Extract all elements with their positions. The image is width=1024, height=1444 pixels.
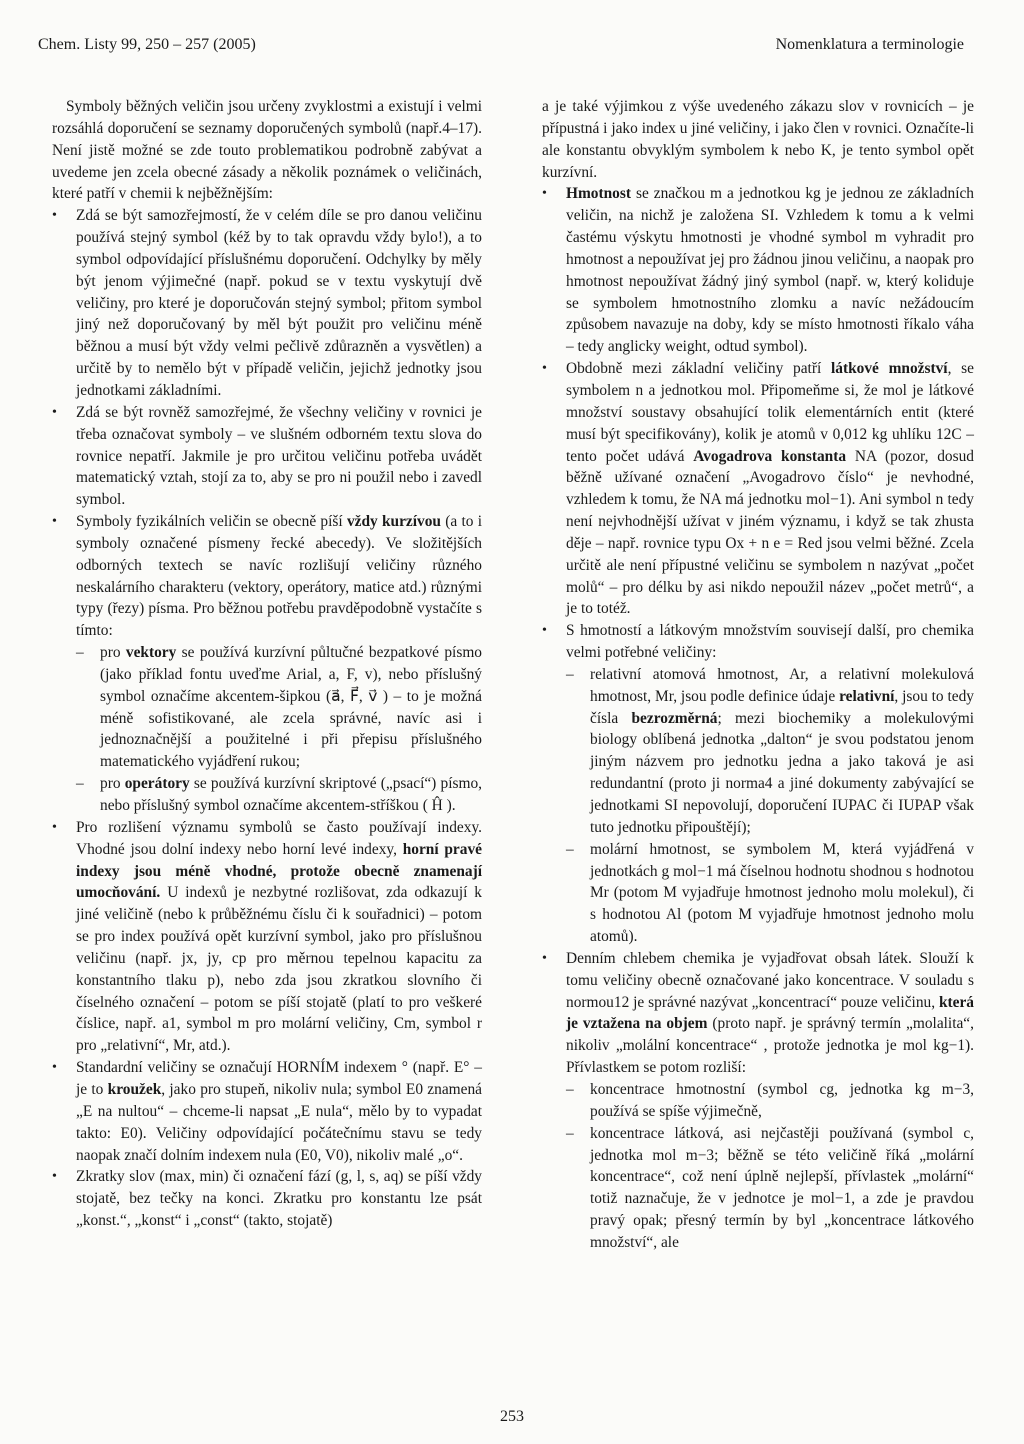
list-item: • Standardní veličiny se označují HORNÍM indexem ° (např. E° – je to kroužek, jako pro stupeň, nikoliv nula; symbol E0 znamená „E na nultou“ – chceme-li napsat „E nula“, mělo by to vypadat takto: E0). Veličiny odpovídající počátečnímu stavu se tedy naopak značí dolním indexem nula (E0, V0), nikoliv malé „o“. bbox=[52, 1057, 482, 1166]
list-item: • Zkratky slov (max, min) či označení fází (g, l, s, aq) se píší vždy stojatě, bez tečky na konci. Zkratku pro konstantu lze psát „konst.“, „konst“ i „const“ (takto, stojatě) bbox=[52, 1166, 482, 1232]
list-item: – koncentrace hmotnostní (symbol cg, jednotka kg m−3, používá se spíše výjimečně, bbox=[566, 1079, 974, 1123]
right-bullet-list bbox=[542, 183, 974, 1253]
intro-paragraph: Symboly běžných veličin jsou určeny zvyklostmi a existují i velmi rozsáhlá doporučení se seznamy doporučených symbolů (např.4–17). Není jistě možné se zde touto problematikou podrobně zabývat a uvedeme jen zcela obecné zásady a několik poznámek o veličinách, které patří v chemii k nejběžnějším: bbox=[52, 98, 482, 203]
list-item: • Pro rozlišení významu symbolů se často používají indexy. Vhodné jsou dolní indexy nebo horní levé indexy, horní pravé indexy jsou méně vhodné, protože obecně znamenají umocňování. U indexů je nezbytné rozlišovat, zda odkazují k jiné veličině (nebo k průběžnému číslu či k souřadnici) – potom se pro index používá opět kurzívní symbol, jako pro příslušnou veličinu (např. jx, jy, cp pro měrnou tepelnou kapacitu za konstantního tlaku p), nebo zda jsou zkratkou slovního či číselného označení – potom se píší stojatě (platí to pro veškeré číslice, např. a1, symbol m pro molární veličiny, Cm, symbol r pro „relativní“, Mr, atd.). bbox=[52, 817, 482, 1057]
list-item: • Denním chlebem chemika je vyjadřovat obsah látek. Slouží k tomu veličiny obecně označované jako koncentrace. V souladu s normou12 je správné nazývat „koncentrací“ pouze veličinu, která je vztažena na objem (proto např. je správný termín „molalita“, nikoliv „molální koncentrace“ , protože jednotka je mol kg−1). Přívlastkem se potom rozliší: – koncentrace hmotnostní (symbol cg, jednotka kg m−3, používá se spíše výjimečně, – koncentrace látková, asi nejčastěji používaná (symbol c, jednotka mol m−3; běžně se této veličině říká „molární koncentrace“, což není úplně nejlepší, přívlastek „molární“ totiž naznačuje, že v jednotce je mol−1, a zde je pravdou pravý opak; přesný termín by byl „koncentrace látkového množství“, ale bbox=[542, 948, 974, 1254]
page-number: 253 bbox=[500, 1408, 524, 1425]
list-item: – molární hmotnost, se symbolem M, která vyjádřená v jednotkách g mol−1 má číselnou hodnotu shodnou s hodnotou Mr (potom M vyjadřuje hmotnost jednoho molu molekul), či s hodnotou Al (potom M vyjadřuje hmotnost jednoho molu atomů). bbox=[566, 839, 974, 948]
continued-paragraph: a je také výjimkou z výše uvedeného zákazu slov v rovnicích – je přípustná i jako index u jiné veličiny, i jako člen v rovnici. Označíte-li ale konstantu obvyklým symbolem k nebo K, je tento symbol opět kurzívní. bbox=[542, 98, 974, 181]
list-item: – pro operátory se používá kurzívní skriptové („psací“) písmo, nebo příslušný symbol označíme akcentem-stříškou ( Ĥ ). bbox=[76, 773, 482, 817]
list-item: • Obdobně mezi základní veličiny patří látkové množství, se symbolem n a jednotkou mol. Připomeňme si, že mol je látkové množství soustavy obsahující tolik elementárních entit (které musí být specifikovány), kolik je atomů v 0,012 kg uhlíku 12C – tento počet udává Avogadrova konstanta NA (pozor, dosud běžně užívané označení „Avogadrovo číslo“ je nevhodné, vzhledem k tomu, že NA má jednotku mol−1). Ani symbol n tedy není nejvhodnější užívat v jiném významu, i když se tak zhusta děje – např. rovnice typu Ox + n e = Red jsou velmi běžné. Zcela určitě ale není přípustné veličinu se symbolem n nazývat „počet molů“ – pro délku by asi nikdo nepoužil název „počet metrů“, a je to totéž. bbox=[542, 358, 974, 620]
list-item: – koncentrace látková, asi nejčastěji používaná (symbol c, jednotka mol m−3; běžně se této veličině říká „molární koncentrace“, což není úplně nejlepší, přívlastek „molární“ totiž naznačuje, že v jednotce je mol−1, a zde je pravdou pravý opak; přesný termín by byl „koncentrace látkového množství“, ale bbox=[566, 1123, 974, 1254]
list-item: – relativní atomová hmotnost, Ar, a relativní molekulová hmotnost, Mr, jsou podle definice údaje relativní, jsou to tedy čísla bezrozměrná; mezi biochemiky a molekulovými biology oblíbená jednotka „dalton“ je svou podstatou jenom jiným názvem pro jednotku jedna a jako taková je asi redundantní (proto ji norma4 a jiné dokumenty zabývající se jednotkami SI nepovolují, doporučení IUPAC či IUPAP však tuto jednotku připouštějí); bbox=[566, 664, 974, 839]
right-column bbox=[542, 96, 974, 1254]
list-item: • S hmotností a látkovým množstvím souvisejí další, pro chemika velmi potřebné veličiny: – relativní atomová hmotnost, Ar, a relativní molekulová hmotnost, Mr, jsou podle definice údaje relativní, jsou to tedy čísla bezrozměrná; mezi biochemiky a molekulovými biology oblíbená jednotka „dalton“ je svou podstatou jenom jiným názvem pro jednotku jedna a jako taková je asi redundantní (proto ji norma4 a jiné dokumenty zabývající se jednotkami SI nepovolují, doporučení IUPAC či IUPAP však tuto jednotku připouštějí); – molární hmotnost, se symbolem M, která vyjádřená v jednotkách g mol−1 má číselnou hodnotu shodnou s hodnotou Mr (potom M vyjadřuje hmotnost jednoho molu molekul), či s hodnotou Al (potom M vyjadřuje hmotnost jednoho molu atomů). bbox=[542, 620, 974, 948]
dash-list bbox=[566, 1079, 974, 1254]
left-bullet-list bbox=[52, 205, 482, 1232]
running-header-citation: Chem. Listy 99, 250 – 257 (2005) bbox=[38, 36, 256, 53]
running-header-section: Nomenklatura a terminologie bbox=[775, 36, 964, 53]
list-item: • Hmotnost se značkou m a jednotkou kg je jednou ze základních veličin, na nichž je založena SI. Vzhledem k tomu a k velmi častému výskytu hmotnosti je vhodné symbol m vyhradit pro hmotnost a nepoužívat jej pro žádnou jinou veličinu, a naopak pro hmotnost nepoužívat žádný jiný symbol (např. w, který koliduje se symbolem hmotnostního zlomku a navíc nežádoucím způsobem navazuje na doby, kdy se místo hmotnosti říkalo váha – tedy anglicky weight, odtud symbol). bbox=[542, 183, 974, 358]
dash-list bbox=[76, 642, 482, 817]
list-item: • Zdá se být samozřejmostí, že v celém díle se pro danou veličinu používá stejný symbol (kéž by to tak opravdu vždy bylo!), a to symbol odpovídající příslušnému doporučení. Odchylky by měly být jenom výjimečné (např. pokud se v textu vyskytují dvě veličiny, pro které je doporučován stejný symbol; přitom symbol jiný než doporučovaný by měl být použit pro veličinu méně běžnou a musí být vždy velmi pečlivě zdůrazněn a vysvětlen) a určitě by to nemělo být v případě veličin, jejichž jednotky jsou jednotkami základními. bbox=[52, 205, 482, 402]
left-column bbox=[52, 96, 482, 1232]
list-item: • Symboly fyzikálních veličin se obecně píší vždy kurzívou (a to i symboly označené písmeny řecké abecedy). Ve složitějších odborných textech se navíc rozlišují veličiny různého neskalárního charakteru (vektory, operátory, matice atd.) různými typy (řezy) písma. Pro běžnou potřebu pravděpodobně vystačíte s tímto: – pro vektory se používá kurzívní půltučné bezpatkové písmo (jako příklad fontu uveďme Arial, a, F, v), nebo příslušný symbol označíme akcentem-šipkou (a⃗, F⃗, v⃗ ) – to je možná méně sofistikované, ale zcela správné, navíc asi i jednoznačnější a použitelné i při přepisu příslušného matematického vyjádření rukou; – pro operátory se používá kurzívní skriptové („psací“) písmo, nebo příslušný symbol označíme akcentem-stříškou ( Ĥ ). bbox=[52, 511, 482, 817]
dash-list bbox=[566, 664, 974, 948]
list-item: – pro vektory se používá kurzívní půltučné bezpatkové písmo (jako příklad fontu uveďme Arial, a, F, v), nebo příslušný symbol označíme akcentem-šipkou (a⃗, F⃗, v⃗ ) – to je možná méně sofistikované, ale zcela správné, navíc asi i jednoznačnější a použitelné i při přepisu příslušného matematického vyjádření rukou; bbox=[76, 642, 482, 773]
list-item: • Zdá se být rovněž samozřejmé, že všechny veličiny v rovnici je třeba označovat symboly – ve slušném odborném textu slova do rovnice nepatří. Jakmile je pro určitou veličinu potřeba uvádět matematický vztah, stojí za to, aby se pro ni použil nebo i zavedl symbol. bbox=[52, 402, 482, 511]
